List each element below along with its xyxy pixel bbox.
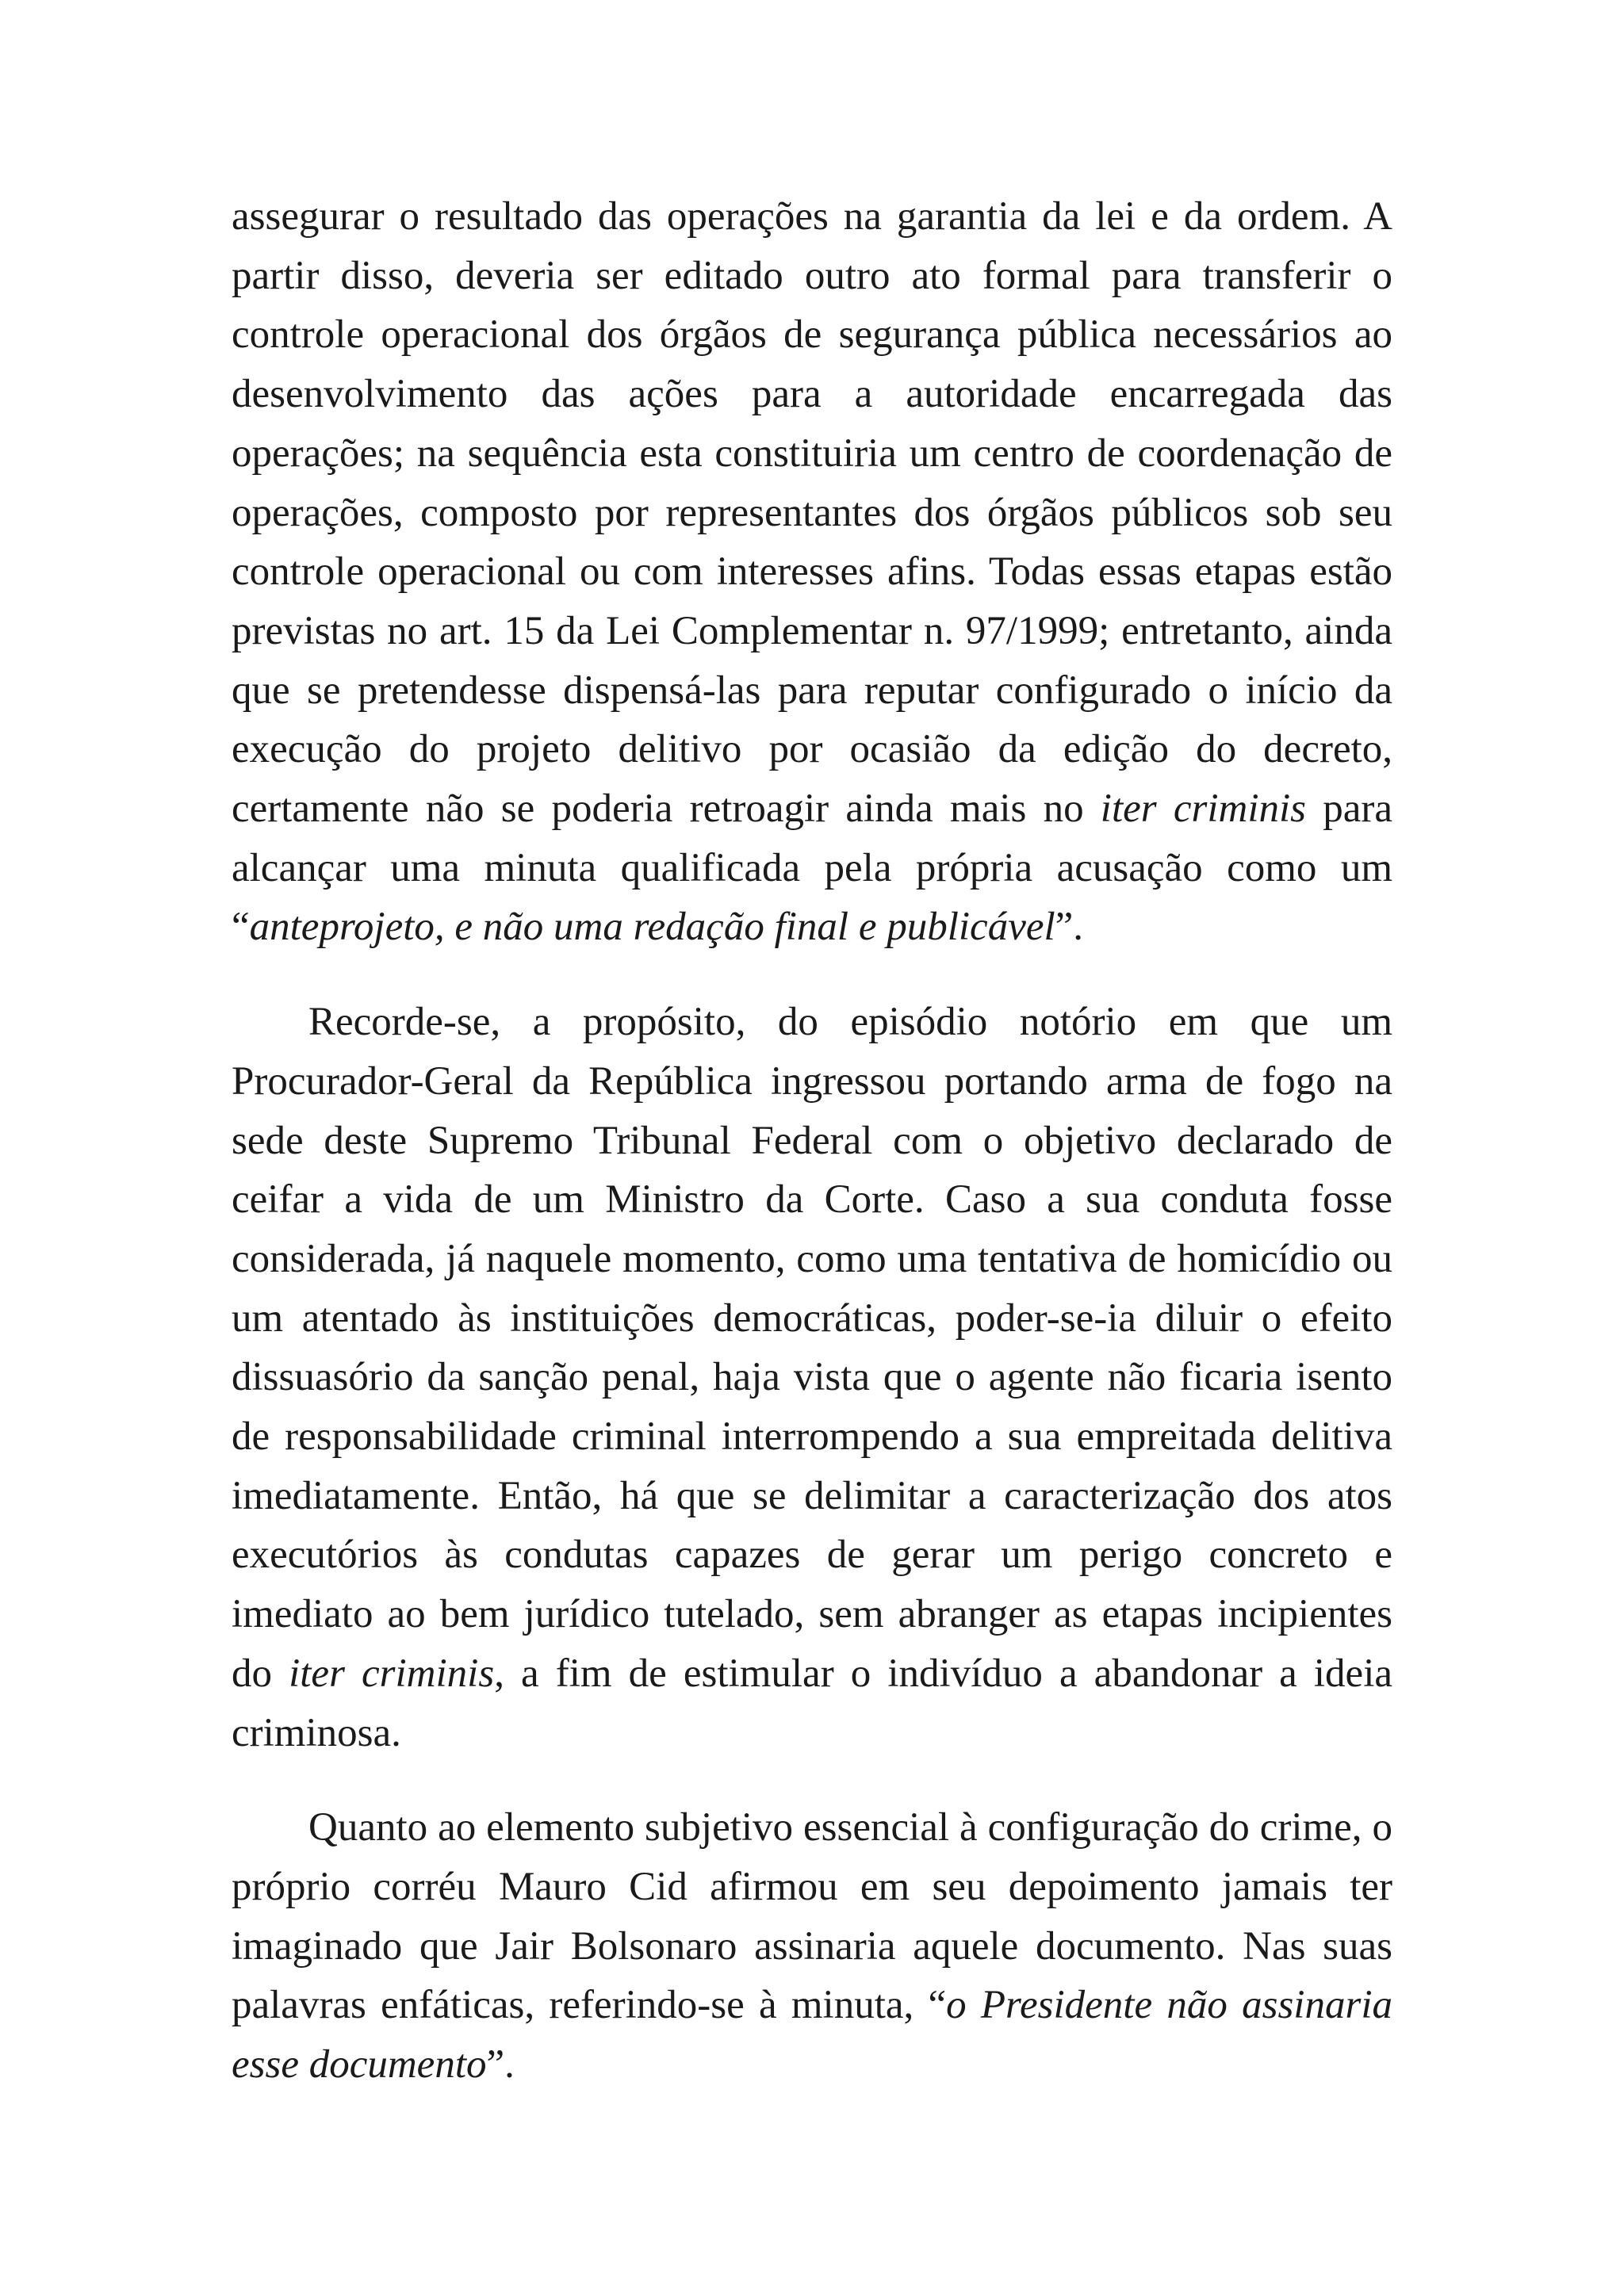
paragraph-2 (232, 993, 1392, 1762)
paragraph-1 (232, 187, 1392, 957)
paragraph-3-text: Quanto ao elemento subjetivo essencial à configuração do crime, o próprio corréu Mauro Cid afirmou em seu depoimento jamais ter imaginado que Jair Bolsonaro assinaria aquele documento. Nas suas palavras enfáticas, referindo-se à minuta, “ (232, 1805, 1392, 2028)
paragraph-2-italic-term: iter criminis (289, 1651, 495, 1696)
paragraph-2-text-cont: , a fim de estimular o indivíduo a abandonar a ideia criminosa. (232, 1651, 1392, 1755)
paragraph-1-text-cont: para alcançar uma minuta qualificada pela própria acusação como um “ (232, 786, 1392, 950)
paragraph-3-quote: o Presidente não assinaria esse documento (232, 1983, 1392, 2087)
paragraph-3 (232, 1798, 1392, 2095)
paragraph-1-italic-term: iter criminis (1100, 786, 1307, 832)
paragraph-2-text: Recorde-se, a propósito, do episódio notório em que um Procurador-Geral da República ingressou portando arma de fogo na sede deste Supremo Tribunal Federal com o objetivo declarado de ceifar a vida de um Ministro da Corte. Caso a sua conduta fosse considerada, já naquele momento, como uma tentativa de homicídio ou um atentado às instituições democráticas, poder-se-ia diluir o efeito dissuasório da sanção penal, haja vista que o agente não ficaria isento de responsabilidade criminal interrompendo a sua empreitada delitiva imediatamente. Então, há que se delimitar a caracterização dos atos executórios às condutas capazes de gerar um perigo concreto e imediato ao bem jurídico tutelado, sem abranger as etapas incipientes do (232, 1000, 1392, 1696)
paragraph-1-text: assegurar o resultado das operações na garantia da lei e da ordem. A partir disso, deveria ser editado outro ato formal para transferir o controle operacional dos órgãos de segurança pública necessários ao desenvolvimento das ações para a autoridade encarregada das operações; na sequência esta constituiria um centro de coordenação de operações, composto por representantes dos órgãos públicos sob seu controle operacional ou com interesses afins. Todas essas etapas estão previstas no art. 15 da Lei Complementar n. 97/1999; entretanto, ainda que se pretendesse dispensá-las para reputar configurado o início da execução do projeto delitivo por ocasião da edição do decreto, certamente não se poderia retroagir ainda mais no (232, 194, 1392, 832)
paragraph-3-quote-close: ”. (486, 2042, 515, 2087)
document-body (232, 187, 1392, 2095)
paragraph-1-quote: anteprojeto, e não uma redação final e publicável (249, 905, 1055, 950)
paragraph-1-quote-close: ”. (1055, 905, 1084, 950)
